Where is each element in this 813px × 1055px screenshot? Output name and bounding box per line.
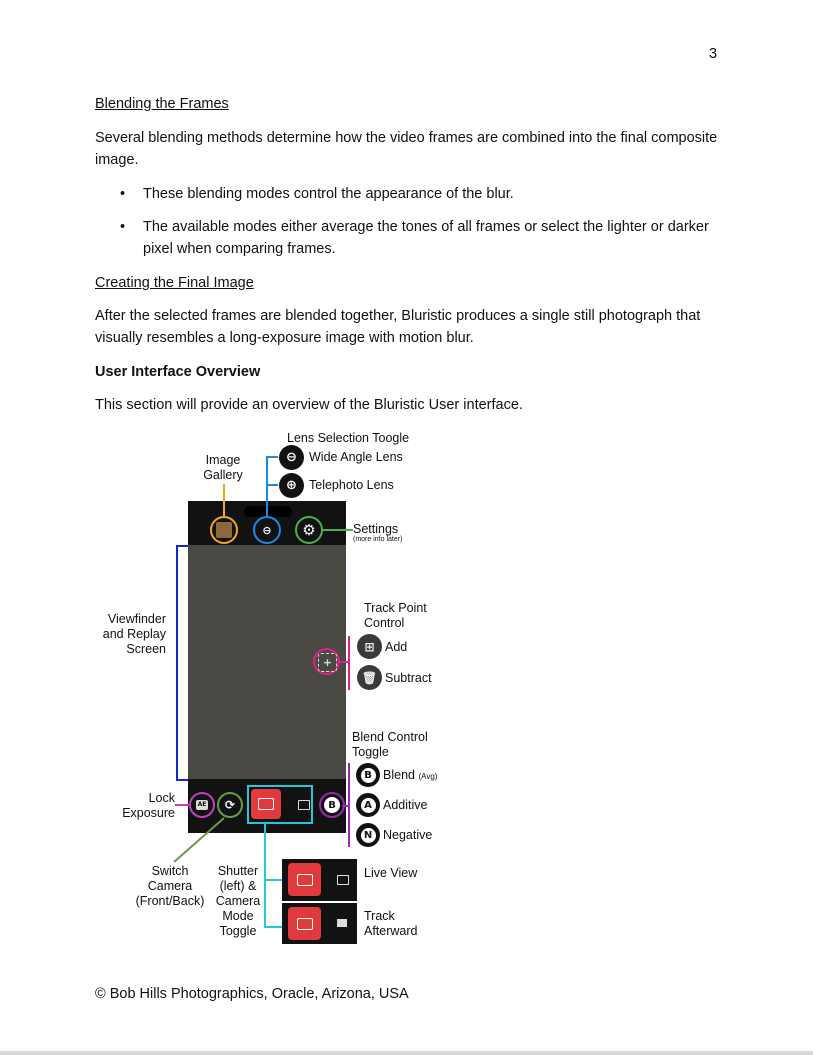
- ui-paragraph: This section will provide an overview of the Bluristic User interface.: [95, 397, 523, 413]
- add-label: Add: [385, 640, 408, 654]
- gallery-thumbnail-icon[interactable]: [216, 522, 232, 538]
- image-gallery-label: Image Gallery: [203, 453, 243, 482]
- subtract-label: Subtract: [385, 671, 432, 685]
- track-point-title: Track Point Control: [364, 601, 427, 630]
- shutter-bracket-tick: [264, 926, 282, 928]
- page-number: 3: [709, 46, 718, 62]
- live-view-camera-icon: [337, 875, 349, 885]
- blend-b-icon: B: [356, 763, 380, 787]
- zoom-out-icon: ⊖: [279, 445, 304, 470]
- settings-note: (more info later): [353, 536, 403, 543]
- settings-label: Settings: [353, 522, 399, 536]
- shutter-bracket: [264, 824, 266, 928]
- lens-bracket-tick: [266, 484, 278, 486]
- ae-lock-icon[interactable]: AE: [197, 801, 207, 808]
- lens-toggle-icon[interactable]: ⊖: [262, 523, 272, 537]
- live-view-shutter-icon: [288, 863, 321, 896]
- live-view-label: Live View: [364, 866, 418, 880]
- viewfinder-bracket-tick: [176, 545, 188, 547]
- video-camera-icon: [337, 919, 347, 927]
- section-heading-creating: Creating the Final Image: [95, 275, 254, 291]
- camera-icon: [258, 798, 274, 810]
- section-heading-blending: Blending the Frames: [95, 96, 229, 112]
- blending-paragraph: Several blending methods determine how the video frames are combined into the final composite image.: [95, 130, 718, 168]
- gear-icon[interactable]: ⚙: [302, 521, 316, 539]
- footer: © Bob Hills Photographics, Oracle, Arizona, USA: [95, 986, 409, 1002]
- viewfinder-bracket: [176, 545, 178, 781]
- trash-icon: 🗑: [357, 665, 382, 690]
- blend-toggle-icon[interactable]: B: [324, 797, 340, 813]
- blend-toggle-title: Blend Control Toggle: [352, 730, 428, 759]
- add-track-point-icon: ⊞: [357, 634, 382, 659]
- gallery-connector: [223, 484, 225, 517]
- blend-n-icon: N: [356, 823, 380, 847]
- section-heading-ui: User Interface Overview: [95, 364, 261, 380]
- negative-label: Negative: [383, 828, 433, 842]
- switch-connector: [170, 816, 230, 866]
- additive-label: Additive: [383, 798, 428, 812]
- switch-camera-label: Switch Camera (Front/Back): [135, 864, 205, 908]
- wide-angle-label: Wide Angle Lens: [309, 450, 403, 464]
- shutter-button[interactable]: [251, 789, 281, 819]
- shutter-label: Shutter (left) & Camera Mode Toggle: [215, 864, 261, 938]
- switch-camera-icon[interactable]: ⟳: [224, 798, 236, 812]
- track-afterward-label: Track Afterward: [364, 909, 418, 938]
- lock-exposure-label: Lock Exposure: [122, 791, 175, 820]
- lens-bracket: [266, 456, 268, 516]
- lock-connector: [175, 804, 189, 806]
- track-bracket: [348, 636, 350, 690]
- blend-label: Blend: [383, 768, 415, 782]
- lens-bracket-tick: [266, 456, 278, 458]
- creating-paragraph: After the selected frames are blended together, Bluristic produces a single still photograph that visually resembles a long-exposure image with motion blur.: [95, 308, 701, 346]
- camera-mode-icon[interactable]: [298, 800, 310, 810]
- blend-a-icon: A: [356, 793, 380, 817]
- shutter-bracket-tick: [264, 879, 282, 881]
- settings-connector: [323, 529, 353, 531]
- blend-note: (Avg): [418, 772, 438, 781]
- viewfinder-label: Viewfinder and Replay Screen: [102, 612, 166, 656]
- zoom-in-icon: ⊕: [279, 473, 304, 498]
- track-point-icon[interactable]: +: [318, 653, 337, 672]
- lens-toggle-title: Lens Selection Toogle: [287, 431, 410, 445]
- page-bottom-edge: [0, 1051, 813, 1055]
- viewfinder-bracket-tick: [176, 779, 188, 781]
- track-afterward-shutter-icon: [288, 907, 321, 940]
- telephoto-label: Telephoto Lens: [309, 478, 394, 492]
